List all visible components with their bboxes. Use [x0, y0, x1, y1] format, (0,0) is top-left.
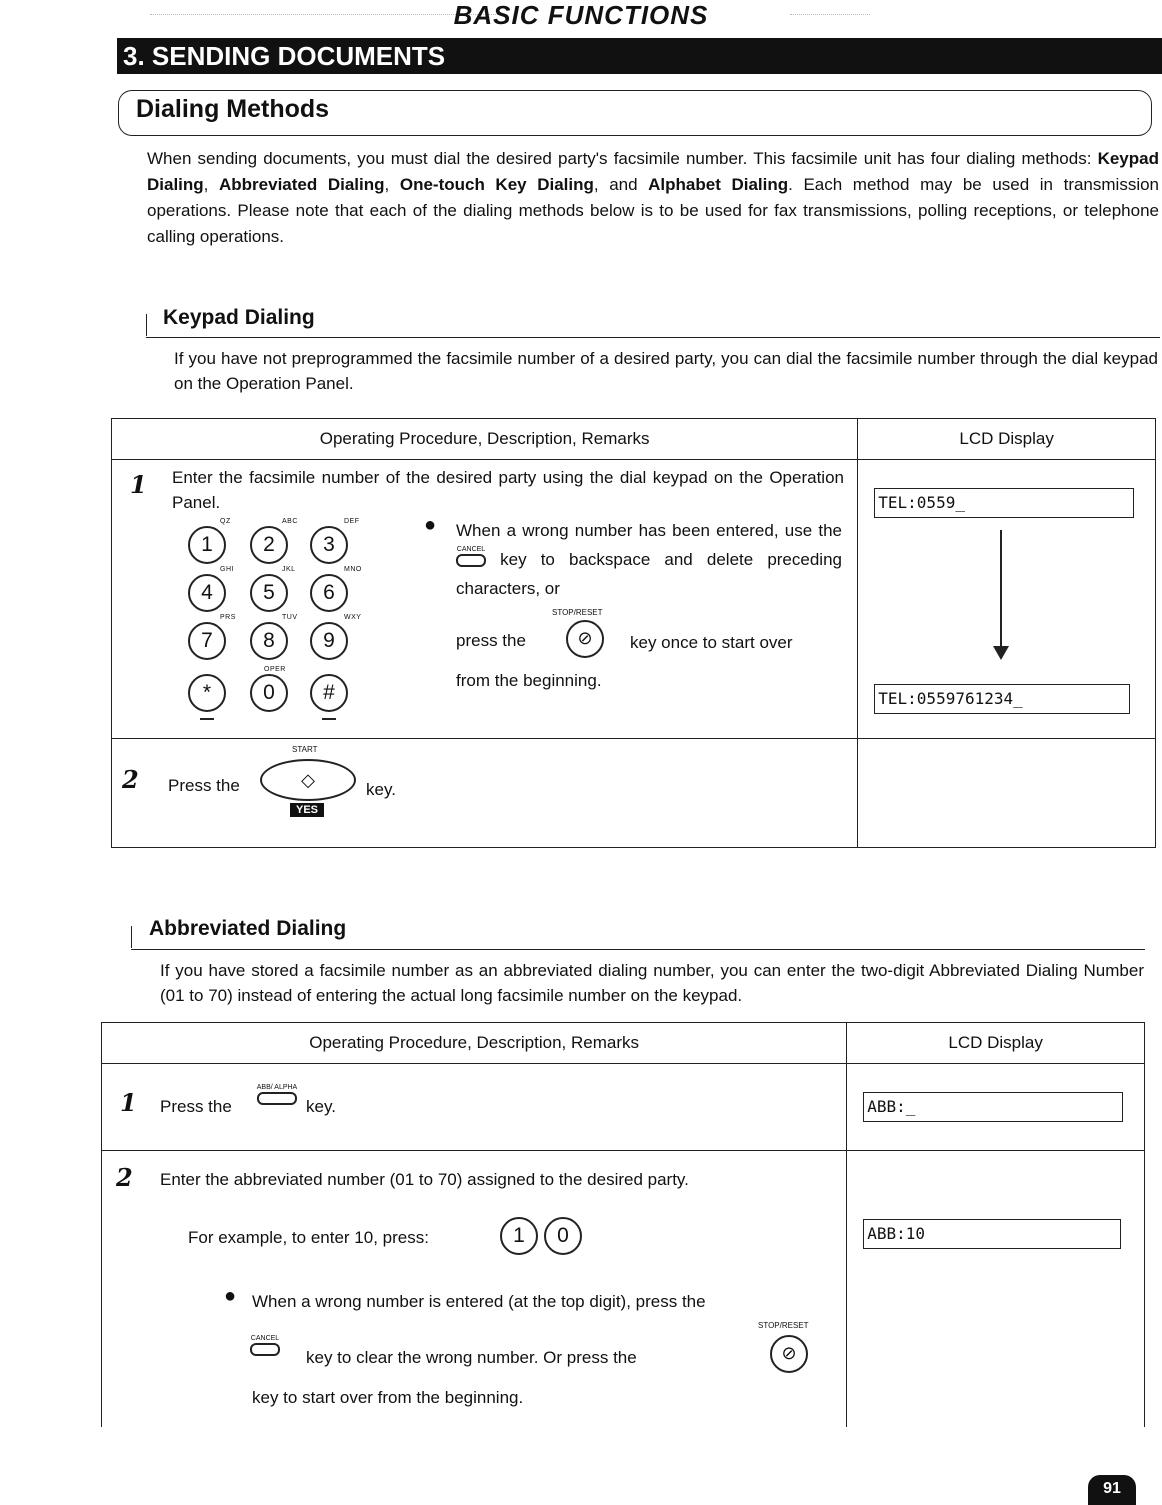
key-letters: OPER: [264, 666, 286, 673]
abb-step1-text-b: key.: [306, 1097, 336, 1116]
down-arrow-line: [1000, 530, 1002, 646]
abb-col-procedure: Operating Procedure, Description, Remarks: [102, 1023, 847, 1064]
keypad-heading-tick: [146, 314, 147, 336]
abb-col-lcd: LCD Display: [847, 1023, 1145, 1064]
keypad-key-3: 3: [310, 526, 348, 564]
key-letters: GHI: [220, 566, 234, 573]
key-letters: PRS: [220, 614, 236, 621]
keypad-key-star: *: [188, 674, 226, 712]
bullet-icon: ●: [424, 514, 437, 536]
dial-keypad: [184, 518, 364, 748]
keypad-step2-text-a: Press the: [168, 776, 240, 795]
yes-label: YES: [290, 803, 324, 817]
abb-step2-text: Enter the abbreviated number (01 to 70) assigned to the desired party.: [160, 1170, 689, 1189]
keypad-lcd-cell: [858, 460, 1156, 739]
keypad-key-9: 9: [310, 622, 348, 660]
abb-step1-lcd-cell: [847, 1064, 1145, 1151]
page-header: BASIC FUNCTIONS: [453, 0, 709, 30]
abb-step1-cell: [102, 1064, 847, 1151]
keypad-key-0: 0: [250, 674, 288, 712]
abbreviated-heading-tick: [131, 926, 132, 948]
keypad-procedure-table: [111, 418, 1156, 848]
abb-bullet-text-3: key to start over from the beginning.: [252, 1388, 524, 1407]
cancel-key-icon: CANCEL: [250, 1335, 280, 1356]
right-arrow-icon: [322, 718, 336, 720]
abbreviated-dialing-description: If you have stored a facsimile number as an abbreviated dialing number, you can enter the two-digit Abbreviated Dialing Number (01 to 70) instead of entering the actual long facsimile number on the keypad.: [160, 961, 1144, 1005]
keypad-step2-text-b: key.: [366, 780, 396, 799]
abb-step2-lcd-cell: [847, 1151, 1145, 1428]
keypad-key-8: 8: [250, 622, 288, 660]
cancel-key-icon: CANCEL: [456, 546, 486, 567]
keypad-bullet-line3b: key once to start over: [630, 633, 793, 652]
key-letters: ABC: [282, 518, 298, 525]
abb-alpha-key-icon: ABB/ ALPHA: [254, 1084, 300, 1105]
stop-reset-icon: ⊘: [566, 620, 604, 658]
lcd-display: ABB:10: [863, 1219, 1121, 1249]
left-arrow-icon: [200, 718, 214, 720]
lcd-display: ABB:_: [863, 1092, 1123, 1122]
start-label: START: [292, 745, 318, 754]
section-title: 3. SENDING DOCUMENTS: [117, 38, 1162, 74]
keypad-bullet-line3a: press the: [456, 631, 526, 650]
keypad-key-1: 1: [188, 526, 226, 564]
keypad-col-lcd: LCD Display: [858, 419, 1156, 460]
dialing-methods-intro: When sending documents, you must dial the desired party's facsimile number. This facsimile unit has four dialing methods: Keypad Dialing, Abbreviated Dialing, One-touch Key Dialing, and Alphabet Dialing. Each method may be used in transmission operations. Please note that each of the dialing methods below is to be used for fax transmissions, polling receptions, or telephone calling operations.: [147, 149, 1160, 246]
keypad-key-5: 5: [250, 574, 288, 612]
dialing-methods-title: Dialing Methods: [136, 95, 330, 123]
key-letters: JKL: [282, 566, 296, 573]
keypad-key-7: 7: [188, 622, 226, 660]
abb-step1-text-a: Press the: [160, 1097, 232, 1116]
abb-step2-cell: [102, 1151, 847, 1428]
abb-bullet-text-2: key to clear the wrong number. Or press the: [306, 1348, 637, 1367]
keypad-key-2: 2: [250, 526, 288, 564]
step-number: 1: [130, 470, 147, 499]
keypad-key-0: 0: [544, 1217, 582, 1255]
key-letters: DEF: [344, 518, 360, 525]
key-letters: QZ: [220, 518, 231, 525]
keypad-step2-cell: [112, 739, 858, 848]
step-number: 2: [116, 1163, 133, 1192]
key-letters: WXY: [344, 614, 362, 621]
key-letters: TUV: [282, 614, 298, 621]
key-letters: MNO: [344, 566, 362, 573]
lcd-display: TEL:0559761234_: [874, 684, 1130, 714]
abbreviated-heading-rule: [131, 949, 1145, 950]
keypad-key-hash: #: [310, 674, 348, 712]
keypad-step1-text: Enter the facsimile number of the desired party using the dial keypad on the Operation Panel.: [172, 468, 844, 512]
keypad-heading-rule: [146, 337, 1160, 338]
keypad-key-4: 4: [188, 574, 226, 612]
keypad-dialing-title: Keypad Dialing: [163, 306, 315, 329]
keypad-step2-lcd-cell: [858, 739, 1156, 848]
keypad-key-6: 6: [310, 574, 348, 612]
bullet-icon: ●: [224, 1285, 237, 1307]
down-arrow-icon: [993, 646, 1009, 660]
abb-example-text: For example, to enter 10, press:: [188, 1228, 429, 1247]
start-button-icon: ◇: [260, 759, 356, 801]
keypad-step1-cell: [112, 460, 858, 739]
stop-reset-label: STOP/RESET: [758, 1321, 809, 1330]
abbreviated-dialing-title: Abbreviated Dialing: [149, 917, 347, 940]
step-number: 1: [120, 1088, 137, 1117]
keypad-col-procedure: Operating Procedure, Description, Remarks: [112, 419, 858, 460]
keypad-bullet-line4: from the beginning.: [456, 671, 602, 690]
keypad-dialing-description: If you have not preprogrammed the facsimile number of a desired party, you can dial the facsimile number through the dial keypad on the Operation Panel.: [174, 349, 1158, 393]
stop-reset-icon: ⊘: [770, 1335, 808, 1373]
stop-reset-label: STOP/RESET: [552, 608, 603, 617]
abbreviated-procedure-table: [101, 1022, 1145, 1427]
page-number-tab: 91: [1088, 1475, 1136, 1505]
step-number: 2: [122, 765, 139, 794]
keypad-bullet-text: When a wrong number has been entered, use the CANCEL key to backspace and delete preceding characters, or: [456, 521, 842, 598]
lcd-display: TEL:0559_: [874, 488, 1134, 518]
abb-bullet-text-1: When a wrong number is entered (at the top digit), press the: [252, 1292, 706, 1311]
keypad-key-1: 1: [500, 1217, 538, 1255]
